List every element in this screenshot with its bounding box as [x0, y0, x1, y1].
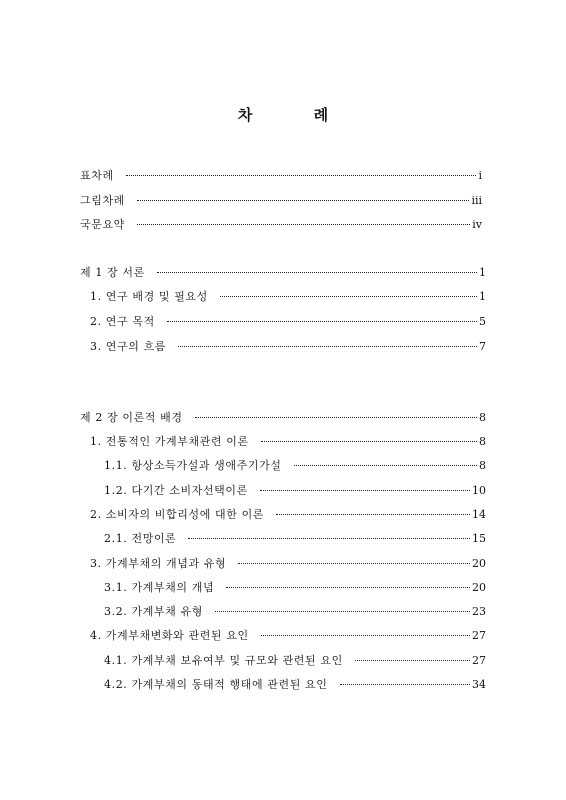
dot-leader: [126, 175, 477, 176]
toc-entry-page: 7: [479, 340, 486, 353]
dot-leader: [294, 465, 477, 466]
toc-entry-page: 8: [479, 435, 486, 448]
toc-entry-label: 4.2. 가계부채의 동태적 행태에 관련된 요인: [104, 678, 328, 691]
toc-entry-section-2-4[interactable]: [90, 629, 486, 643]
toc-entry-page: 20: [472, 557, 486, 570]
toc-entry-subsection-2-4-2[interactable]: [104, 678, 486, 692]
toc-entry-subsection-2-3-2[interactable]: [104, 605, 486, 619]
toc-entry-subsection-2-1-2[interactable]: [104, 484, 486, 498]
dot-leader: [137, 224, 470, 225]
toc-entry-chapter-2[interactable]: [80, 411, 486, 425]
toc-entry-page: 27: [472, 629, 486, 642]
toc-entry-page: 1: [479, 290, 486, 303]
toc-entry-abstract[interactable]: [80, 218, 482, 232]
toc-entry-page: 5: [479, 315, 486, 328]
toc-entry-page: 20: [472, 581, 486, 594]
toc-entry-page: i: [478, 169, 482, 182]
toc-entry-page: iv: [472, 218, 482, 231]
dot-leader: [261, 635, 470, 636]
toc-entry-page: 8: [479, 459, 486, 472]
toc-entry-page: 23: [472, 605, 486, 618]
toc-entry-table-list[interactable]: [80, 169, 482, 183]
dot-leader: [238, 563, 470, 564]
toc-entry-subsection-2-1-1[interactable]: [104, 459, 486, 473]
toc-entry-label: 1.1. 항상소득가설과 생애주기가설: [104, 459, 282, 472]
toc-entry-label: 4. 가계부채변화와 관련된 요인: [90, 629, 249, 642]
dot-leader: [137, 200, 470, 201]
toc-entry-label: 1. 연구 배경 및 필요성: [90, 290, 208, 303]
toc-entry-section-2-3[interactable]: [90, 557, 486, 571]
dot-leader: [167, 321, 477, 322]
dot-leader: [157, 272, 477, 273]
toc-entry-label: 그림차례: [80, 194, 125, 207]
toc-entry-subsection-2-3-1[interactable]: [104, 581, 486, 595]
toc-entry-figure-list[interactable]: [80, 194, 482, 208]
toc-entry-section-1-1[interactable]: [90, 290, 486, 304]
toc-entry-page: 34: [472, 678, 486, 691]
dot-leader: [215, 611, 470, 612]
toc-entry-page: 1: [479, 266, 486, 279]
dot-leader: [261, 441, 477, 442]
toc-entry-page: 10: [472, 484, 486, 497]
toc-entry-section-2-1[interactable]: [90, 435, 486, 449]
dot-leader: [226, 587, 470, 588]
toc-entry-section-1-3[interactable]: [90, 340, 486, 354]
dot-leader: [355, 660, 470, 661]
toc-entry-label: 3. 가계부채의 개념과 유형: [90, 557, 227, 570]
toc-entry-subsection-2-4-1[interactable]: [104, 654, 486, 668]
toc-entry-section-1-2[interactable]: [90, 315, 486, 329]
dot-leader: [260, 490, 470, 491]
page-title: 차 례: [237, 106, 357, 124]
toc-entry-page: 27: [472, 654, 486, 667]
toc-entry-label: 제 1 장 서론: [80, 266, 145, 279]
toc-entry-page: iii: [471, 194, 482, 207]
dot-leader: [276, 514, 470, 515]
toc-entry-label: 3.1. 가계부채의 개념: [104, 581, 215, 594]
toc-entry-page: 15: [472, 532, 486, 545]
toc-entry-section-2-2[interactable]: [90, 508, 486, 522]
dot-leader: [188, 538, 470, 539]
dot-leader: [178, 346, 477, 347]
dot-leader: [340, 684, 471, 685]
dot-leader: [195, 417, 477, 418]
toc-entry-label: 2. 소비자의 비합리성에 대한 이론: [90, 508, 265, 521]
toc-entry-label: 4.1. 가계부채 보유여부 및 규모와 관련된 요인: [104, 654, 343, 667]
toc-entry-page: 8: [479, 411, 486, 424]
toc-entry-label: 1. 전통적인 가계부채관련 이론: [90, 435, 249, 448]
dot-leader: [220, 296, 477, 297]
toc-entry-label: 3.2. 가계부채 유형: [104, 605, 203, 618]
toc-entry-label: 제 2 장 이론적 배경: [80, 411, 183, 424]
toc-entry-label: 표차례: [80, 169, 114, 182]
toc-entry-page: 14: [472, 508, 486, 521]
toc-entry-label: 2.1. 전망이론: [104, 532, 177, 545]
toc-entry-chapter-1[interactable]: [80, 266, 486, 280]
toc-entry-label: 1.2. 다기간 소비자선택이론: [104, 484, 248, 497]
toc-entry-subsection-2-2-1[interactable]: [104, 532, 486, 546]
toc-entry-label: 2. 연구 목적: [90, 315, 155, 328]
toc-entry-label: 국문요약: [80, 218, 125, 231]
toc-entry-label: 3. 연구의 흐름: [90, 340, 167, 353]
